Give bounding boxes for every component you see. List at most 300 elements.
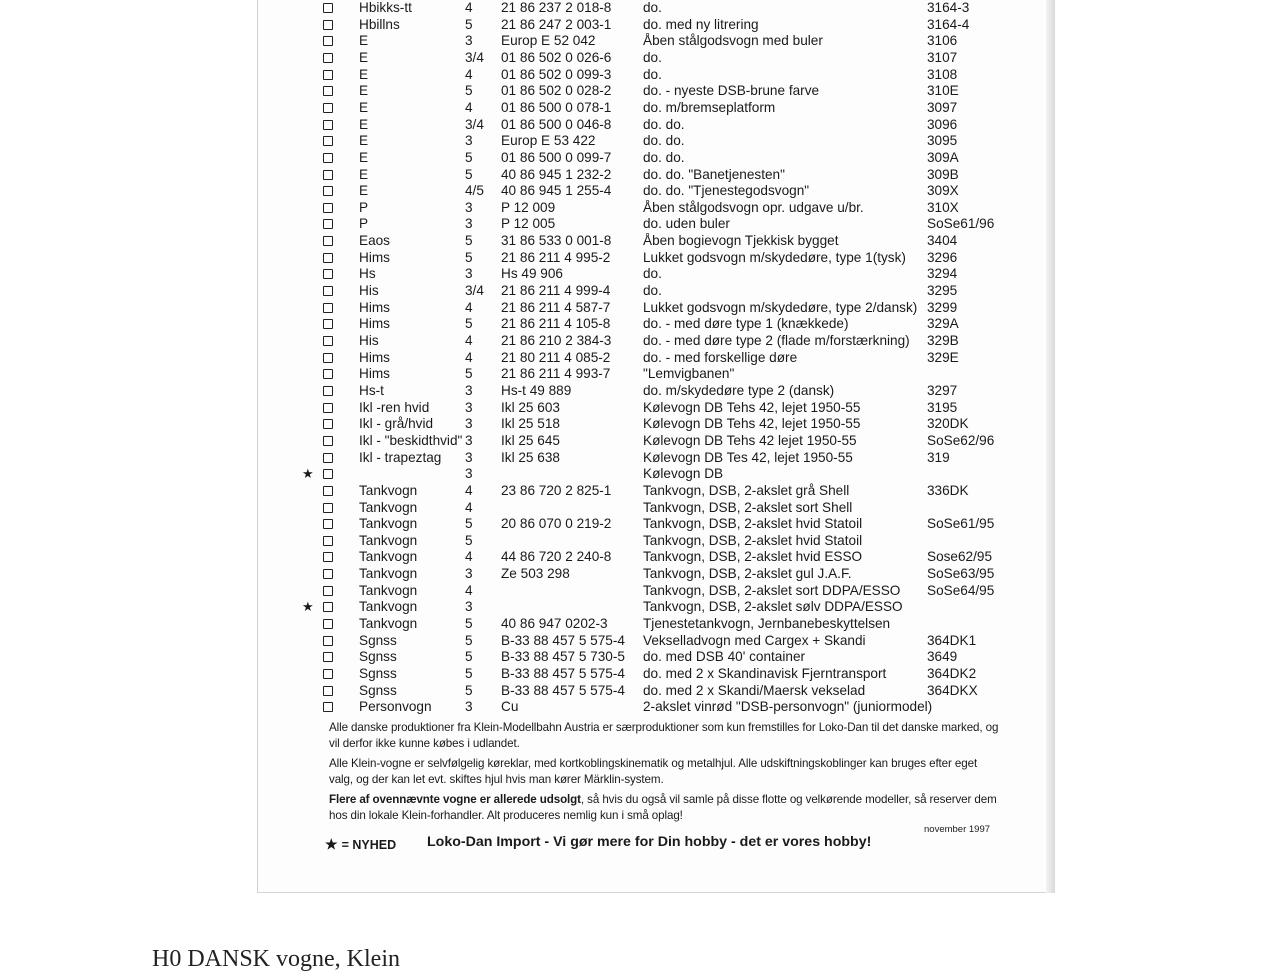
wagon-number: 01 86 500 0 099-7 [501,149,612,165]
checkbox-icon[interactable] [323,469,333,479]
wagon-type: Sgnss [359,682,397,698]
article-number: 329B [927,333,959,348]
article-number: 309B [927,166,959,182]
article-number: 3106 [927,33,958,49]
wagon-number: 21 80 211 4 085-2 [501,349,611,365]
table-row [258,566,1053,583]
description: do. [643,49,662,65]
description: do. do. [643,116,685,132]
wagon-type: Sgnss [359,666,397,681]
wagon-type: E [359,166,369,182]
description: Tankvogn, DSB, 2-akslet gul J.A.F. [643,566,852,582]
wagon-type: Tankvogn [359,582,418,598]
table-row [258,83,1053,100]
article-number: 309A [927,149,959,165]
article-number: 3164-4 [927,16,970,32]
table-row [258,216,1053,233]
article-number: SoSe64/95 [927,582,995,598]
checkbox-icon[interactable] [323,170,333,180]
checkbox-icon[interactable] [323,236,333,246]
checkbox-icon[interactable] [323,153,333,163]
description: Vekselladvogn med Cargex + Skandi [643,632,866,648]
description: do. do. "Banetjenesten" [643,166,785,182]
checkbox-icon[interactable] [323,453,333,463]
article-number: 3299 [927,299,958,315]
wagon-number: 23 86 720 2 825-1 [501,482,612,498]
checkbox-icon[interactable] [323,186,333,196]
article-number: 3297 [927,382,958,398]
era: 3 [465,133,473,149]
table-row [258,450,1053,467]
description: do. - med døre type 1 (knækkede) [643,316,849,332]
era: 4 [465,349,473,365]
wagon-type: Ikl - grå/hvid [359,416,434,432]
wagon-number: Ikl 25 645 [501,432,560,448]
wagon-number: 21 86 210 2 384-3 [501,333,612,348]
checkbox-icon[interactable] [323,419,333,429]
table-row [258,67,1053,84]
description: do. med DSB 40' container [643,649,806,665]
wagon-number: 44 86 720 2 240-8 [501,549,612,565]
era: 3 [465,399,473,415]
wagon-type: Ikl -ren hvid [359,399,430,415]
description: Tankvogn, DSB, 2-akslet sort DDPA/ESSO [643,582,901,598]
wagon-type: E [359,149,369,165]
wagon-type: Hims [359,366,390,382]
table-row [258,200,1053,217]
table-row [258,233,1053,250]
era: 3/4 [465,49,484,65]
wagon-type: E [359,133,369,149]
wagon-type: Hbikks-tt [359,0,412,15]
article-number: SoSe62/96 [927,432,995,448]
description: do. m/bremseplatform [643,99,776,115]
catalog-page [257,0,1053,893]
wagon-number: 20 86 070 0 219-2 [501,516,612,532]
era: 4 [465,549,473,565]
description: do. do. [643,133,685,149]
wagon-type: Tankvogn [359,566,418,582]
table-row [258,366,1053,383]
article-number: 3294 [927,266,958,282]
wagon-type: Tankvogn [359,599,418,615]
wagon-number: 21 86 211 4 993-7 [501,366,611,382]
wagon-number: 01 86 500 0 046-8 [501,116,612,132]
era: 3 [465,599,473,615]
era: 4 [465,333,473,348]
table-row [258,483,1053,500]
article-number: 329E [927,349,959,365]
article-number: 310E [927,83,959,99]
table-row [258,100,1053,117]
era: 5 [465,649,473,665]
wagon-number: Ikl 25 518 [501,416,560,432]
table-row [258,433,1053,450]
wagon-type: Tankvogn [359,549,418,565]
checkbox-icon[interactable] [323,503,333,513]
description: do. - med døre type 2 (flade m/forstærkning) [643,333,910,348]
description: Tankvogn, DSB, 2-akslet grå Shell [643,482,850,498]
article-number: 364DK2 [927,666,977,681]
wagon-type: P [359,216,369,232]
checkbox-icon[interactable] [323,136,333,146]
wagon-number: Cu [501,699,519,715]
checkbox-icon[interactable] [323,219,333,229]
wagon-type: Hims [359,299,390,315]
table-row [258,583,1053,600]
table-row [258,599,1053,616]
wagon-number: 40 86 945 1 255-4 [501,183,612,199]
wagon-type: E [359,116,369,132]
note-sold-out-rest: , så hvis du også vil samle på disse flotte og velkørende modeller, så reserver dem hos din lokale Klein-forhandler. Alt produceres nemlig kun i små oplag! [329,792,997,823]
wagon-type: E [359,49,369,65]
table-row [258,150,1053,167]
era: 5 [465,632,473,648]
era: 5 [465,516,473,532]
wagon-type: Tankvogn [359,516,418,532]
checkbox-icon[interactable] [323,636,333,646]
article-number: Sose62/95 [927,549,993,565]
era: 3 [465,216,473,232]
wagon-type: Ikl - "beskidthvid" [359,432,463,448]
article-number: 364DK1 [927,632,977,648]
checkbox-icon[interactable] [323,652,333,662]
wagon-number: Europ E 53 422 [501,133,596,149]
era: 4 [465,582,473,598]
era: 3 [465,466,473,482]
era: 5 [465,249,473,265]
article-number: 3296 [927,249,958,265]
wagon-type: Tankvogn [359,482,418,498]
article-number: SoSe63/95 [927,566,995,582]
era: 4 [465,99,473,115]
wagon-type: Tankvogn [359,499,418,515]
wagon-number: 01 86 502 0 099-3 [501,66,612,82]
description: do. [643,0,662,15]
era: 4 [465,482,473,498]
wagon-number: 21 86 247 2 003-1 [501,16,612,32]
wagon-type: Hims [359,349,390,365]
description: do. [643,266,662,282]
checkbox-icon[interactable] [323,120,333,130]
checkbox-icon[interactable] [323,3,333,13]
table-row [258,333,1053,350]
table-row [258,533,1053,550]
checkbox-icon[interactable] [323,686,333,696]
description: do. do. [643,149,685,165]
description: do. - nyeste DSB-brune farve [643,83,820,99]
era: 5 [465,532,473,548]
wagon-type: Tankvogn [359,616,418,632]
article-number: 320DK [927,416,969,432]
table-row [258,250,1053,267]
checkbox-icon[interactable] [323,569,333,579]
table-row [258,266,1053,283]
wagon-type: P [359,199,369,215]
description: do. - med forskellige døre [643,349,798,365]
era: 3 [465,566,473,582]
table-row [258,633,1053,650]
wagon-type: Eaos [359,233,390,249]
wagon-number: P 12 005 [501,216,556,232]
table-row [258,549,1053,566]
era: 5 [465,616,473,632]
wagon-type: Hbillns [359,16,400,32]
checkbox-icon[interactable] [323,303,333,313]
article-number: 329A [927,316,959,332]
description: do. [643,66,662,82]
table-row [258,0,1053,17]
star-icon: ★ [302,466,314,482]
wagon-type: Hims [359,316,390,332]
table-row [258,616,1053,633]
wagon-type: E [359,99,369,115]
table-row [258,350,1053,367]
era: 5 [465,149,473,165]
era: 3 [465,432,473,448]
table-row [258,283,1053,300]
era: 5 [465,666,473,681]
wagon-number: B-33 88 457 5 575-4 [501,682,625,698]
era: 3 [465,382,473,398]
wagon-number: B-33 88 457 5 730-5 [501,649,625,665]
table-row [258,117,1053,134]
article-number: 3404 [927,233,958,249]
wagon-number: Hs-t 49 889 [501,382,572,398]
description: Tankvogn, DSB, 2-akslet hvid Statoil [643,516,863,532]
era: 3/4 [465,283,484,299]
wagon-number: 01 86 500 0 078-1 [501,99,612,115]
wagon-type: Ikl - trapeztag [359,449,442,465]
checkbox-icon[interactable] [323,36,333,46]
slogan: Loko-Dan Import - Vi gør mere for Din hobby - det er vores hobby! [427,834,872,850]
era: 4 [465,0,473,15]
wagon-number: 40 86 945 1 232-2 [501,166,612,182]
checkbox-icon[interactable] [323,386,333,396]
checkbox-icon[interactable] [323,86,333,96]
description: "Lemvigbanen" [643,366,735,382]
checkbox-icon[interactable] [323,669,333,679]
wagon-number: 21 86 237 2 018-8 [501,0,612,15]
table-row [258,316,1053,333]
era: 5 [465,166,473,182]
era: 3 [465,449,473,465]
checkbox-icon[interactable] [323,286,333,296]
article-number: 364DKX [927,682,978,698]
description: do. med ny litrering [643,16,759,32]
era: 5 [465,233,473,249]
table-row [258,666,1053,683]
legend [325,836,396,853]
checkbox-icon[interactable] [323,203,333,213]
checkbox-icon[interactable] [323,586,333,596]
checkbox-icon[interactable] [323,353,333,363]
table-row [258,383,1053,400]
wagon-type: Hs [359,266,376,282]
checkbox-icon[interactable] [323,536,333,546]
article-number: 3097 [927,99,958,115]
checkbox-icon[interactable] [323,336,333,346]
description: 2-akslet vinrød "DSB-personvogn" (juniormodel) [643,699,933,715]
checkbox-icon[interactable] [323,369,333,379]
table-row [258,183,1053,200]
article-number: 3295 [927,283,958,299]
note-couplings: Alle Klein-vogne er selvfølgelig køreklar, med kortkoblingskinematik og metalhjul. Alle udskiftningskoblinger kan bruges efter eget valg, og der kan let evt. skiftes hjul hvis man kører Märklin-system. [329,756,978,787]
checkbox-icon[interactable] [323,319,333,329]
wagon-type: Tankvogn [359,532,418,548]
description: Lukket godsvogn m/skydedøre, type 1(tysk) [643,249,906,265]
description: Tankvogn, DSB, 2-akslet hvid ESSO [643,549,863,565]
era: 4 [465,66,473,82]
wagon-number: 21 86 211 4 105-8 [501,316,611,332]
table-row [258,500,1053,517]
star-icon: ★ [325,836,338,852]
article-number: 309X [927,183,959,199]
description: do. m/skydedøre type 2 (dansk) [643,382,835,398]
table-row [258,466,1053,483]
description: Lukket godsvogn m/skydedøre, type 2/dansk) [643,299,918,315]
wagon-type: Personvogn [359,699,432,715]
article-number: 3107 [927,49,958,65]
description: Tjenestetankvogn, Jernbanebeskyttelsen [643,616,891,632]
description: do. med 2 x Skandinavisk Fjerntransport [643,666,887,681]
description: Åben bogievogn Tjekkisk bygget [643,233,839,249]
checkbox-icon[interactable] [323,70,333,80]
table-row [258,416,1053,433]
page-footer-title: H0 DANSK vogne, Klein [152,946,400,972]
description: Kølevogn DB Tehs 42, lejet 1950-55 [643,399,861,415]
wagon-number: 40 86 947 0202-3 [501,616,608,632]
wagon-number: 21 86 211 4 999-4 [501,283,611,299]
description: do. do. "Tjenestegodsvogn" [643,183,810,199]
era: 4 [465,299,473,315]
wagon-number: B-33 88 457 5 575-4 [501,632,625,648]
star-icon: ★ [302,599,314,615]
article-number: SoSe61/96 [927,216,995,232]
era: 4 [465,499,473,515]
description: do. [643,283,662,299]
era: 3 [465,199,473,215]
description: Tankvogn, DSB, 2-akslet sort Shell [643,499,853,515]
wagon-number: Ikl 25 638 [501,449,560,465]
wagon-number: 21 86 211 4 587-7 [501,299,611,315]
checkbox-icon[interactable] [323,53,333,63]
wagon-number: Europ E 52 042 [501,33,596,49]
era: 5 [465,16,473,32]
wagon-number: B-33 88 457 5 575-4 [501,666,625,681]
description: Åben stålgodsvogn med buler [643,33,823,49]
wagon-number: 31 86 533 0 001-8 [501,233,612,249]
table-row [258,167,1053,184]
article-number: 3164-3 [927,0,970,15]
article-number: 319 [927,449,950,465]
checkbox-icon[interactable] [323,436,333,446]
article-number: 3649 [927,649,958,665]
wagon-number: Ikl 25 603 [501,399,560,415]
checkbox-icon[interactable] [323,552,333,562]
legend-text: = NYHED [341,838,397,852]
table-row [258,33,1053,50]
era: 5 [465,83,473,99]
checkbox-icon[interactable] [323,103,333,113]
checkbox-icon[interactable] [323,486,333,496]
article-number: 3096 [927,116,958,132]
wagon-type: E [359,66,369,82]
description: do. med 2 x Skandi/Maersk vekselad [643,682,866,698]
article-number: 310X [927,199,959,215]
checkbox-icon[interactable] [323,702,333,712]
era: 3/4 [465,116,484,132]
table-row [258,50,1053,67]
wagon-number: P 12 009 [501,199,556,215]
wagon-type: Sgnss [359,632,397,648]
checkbox-icon[interactable] [323,519,333,529]
description: Tankvogn, DSB, 2-akslet hvid Statoil [643,532,863,548]
date-stamp: november 1997 [924,824,991,835]
table-row [258,649,1053,666]
wagon-type: E [359,33,369,49]
table-row [258,133,1053,150]
checkbox-icon[interactable] [323,269,333,279]
era: 4/5 [465,183,484,199]
article-number: SoSe61/95 [927,516,995,532]
era: 5 [465,316,473,332]
checkbox-icon[interactable] [323,20,333,30]
description: Kølevogn DB Tehs 42, lejet 1950-55 [643,416,861,432]
table-row [258,699,1053,716]
wagon-number: Ze 503 298 [501,566,570,582]
wagon-type: Hs-t [359,382,384,398]
checkbox-icon[interactable] [323,403,333,413]
description: Kølevogn DB Tes 42, lejet 1950-55 [643,449,853,465]
wagon-type: E [359,83,369,99]
wagon-number: 21 86 211 4 995-2 [501,249,611,265]
wagon-number: 01 86 502 0 026-6 [501,49,612,65]
wagon-type: His [359,283,379,299]
notes-section [329,720,999,827]
wagon-type: Sgnss [359,649,397,665]
era: 5 [465,366,473,382]
note-sold-out [329,792,999,825]
note-sold-out-bold: Flere af ovennævnte vogne er allerede udsolgt [329,792,581,806]
table-row [258,300,1053,317]
description: Tankvogn, DSB, 2-akslet sølv DDPA/ESSO [643,599,903,615]
checkbox-icon[interactable] [323,619,333,629]
era: 3 [465,33,473,49]
page-edge-shadow [1046,0,1055,893]
article-number: 3095 [927,133,958,149]
wagon-type: Hims [359,249,390,265]
description: Åben stålgodsvogn opr. udgave u/br. [643,199,864,215]
era: 3 [465,416,473,432]
wagon-number: Hs 49 906 [501,266,563,282]
article-number: 3195 [927,399,958,415]
era: 5 [465,682,473,698]
table-row [258,17,1053,34]
table-row [258,683,1053,700]
era: 3 [465,699,473,715]
wagon-type: E [359,183,369,199]
wagon-type: His [359,333,379,348]
checkbox-icon[interactable] [323,602,333,612]
article-number: 336DK [927,482,969,498]
note-production: Alle danske produktioner fra Klein-Modellbahn Austria er særproduktioner som kun fremstilles for Loko-Dan til det danske marked, og vil derfor ikke kunne købes i udlandet. [329,721,999,751]
article-number: 3108 [927,66,958,82]
description: Kølevogn DB Tehs 42 lejet 1950-55 [643,432,857,448]
description: Kølevogn DB [643,466,724,482]
table-row [258,400,1053,417]
checkbox-icon[interactable] [323,253,333,263]
